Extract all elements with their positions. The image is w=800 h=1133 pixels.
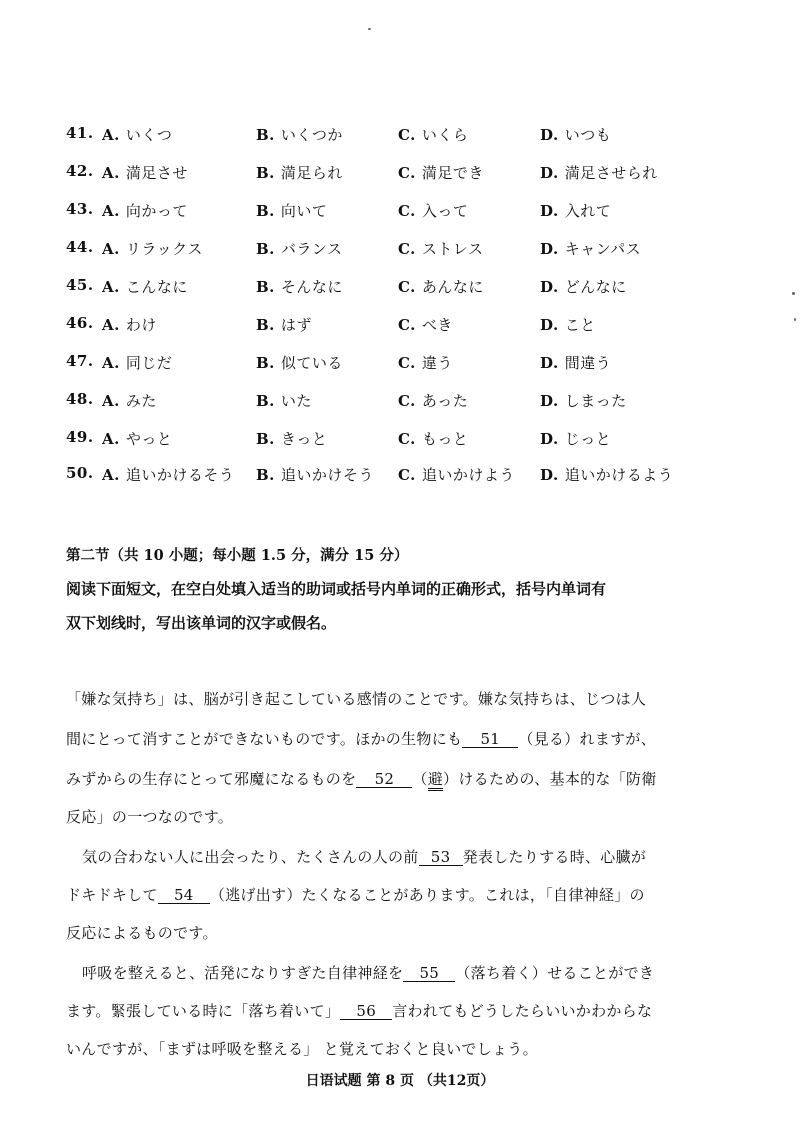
option-letter: C.	[398, 240, 416, 258]
option-d[interactable]	[540, 124, 611, 145]
option-text: 同じだ	[125, 354, 173, 372]
option-text: あった	[421, 392, 469, 410]
option-letter: D.	[540, 430, 559, 448]
blank-51[interactable]: 51	[462, 731, 518, 748]
option-text: リラックス	[125, 240, 203, 258]
option-letter: D.	[540, 164, 559, 182]
option-d[interactable]	[540, 276, 627, 297]
passage-text: （	[412, 770, 428, 788]
passage-text: みずからの生存にとって邪魔になるものを	[66, 770, 357, 788]
option-c[interactable]	[398, 276, 484, 297]
option-d[interactable]	[540, 200, 611, 221]
page-footer: 日语试题 第 8 页 （共12页）	[305, 1073, 495, 1089]
option-a[interactable]	[102, 124, 172, 145]
option-letter: A.	[102, 278, 120, 296]
option-letter: A.	[102, 354, 120, 372]
option-text: 似ている	[280, 354, 343, 372]
option-letter: C.	[398, 278, 416, 296]
option-letter: C.	[398, 316, 416, 334]
option-c[interactable]	[398, 200, 468, 221]
option-text: キャンパス	[564, 240, 642, 258]
option-letter: B.	[256, 354, 275, 372]
option-letter: B.	[256, 316, 275, 334]
option-text: 満足させられ	[564, 164, 658, 182]
option-text: 追いかけるそう	[125, 466, 235, 484]
option-letter: D.	[540, 126, 559, 144]
section-title: 第二节（共 10 小题；每小题 1.5 分，满分 15 分）	[66, 547, 409, 564]
option-letter: B.	[256, 430, 275, 448]
passage-line	[66, 1000, 652, 1021]
option-text: いくら	[421, 126, 469, 144]
option-letter: A.	[102, 202, 120, 220]
option-b[interactable]	[256, 390, 312, 411]
option-b[interactable]	[256, 162, 343, 183]
option-text: 満足でき	[421, 164, 484, 182]
passage-text: 発表したりする時、心臓が	[462, 848, 647, 866]
option-d[interactable]	[540, 390, 627, 411]
option-d[interactable]	[540, 162, 658, 183]
option-text: 違う	[421, 354, 453, 372]
passage-text: ます。緊張している時に「落ち着いて」	[66, 1002, 341, 1020]
option-b[interactable]	[256, 124, 343, 145]
option-text: 満足られ	[280, 164, 343, 182]
option-text: やっと	[125, 430, 173, 448]
option-a[interactable]	[102, 464, 234, 485]
option-text: ストレス	[421, 240, 484, 258]
option-letter: C.	[398, 392, 416, 410]
option-letter: D.	[540, 278, 559, 296]
option-text: いた	[280, 392, 312, 410]
option-text: 向かって	[125, 202, 188, 220]
option-b[interactable]	[256, 314, 312, 335]
option-text: 入って	[421, 202, 469, 220]
passage-line	[82, 962, 654, 983]
option-d[interactable]	[540, 238, 641, 259]
passage-text: 気の合わない人に出会ったり、たくさんの人の前	[82, 848, 419, 866]
option-text: もっと	[421, 430, 469, 448]
option-letter: D.	[540, 354, 559, 372]
passage-line: 反応」の一つなのです。	[66, 808, 234, 826]
option-letter: D.	[540, 202, 559, 220]
scan-speck	[368, 28, 371, 30]
passage-line	[66, 728, 656, 749]
passage-text: （落ち着く）せることができ	[455, 964, 655, 982]
option-text: あんなに	[421, 278, 484, 296]
option-text: きっと	[280, 430, 328, 448]
option-text: わけ	[125, 316, 157, 334]
blank-55[interactable]: 55	[403, 965, 455, 982]
passage-text: ドキドキして	[66, 886, 158, 904]
option-a[interactable]	[102, 352, 172, 373]
option-b[interactable]	[256, 200, 327, 221]
option-c[interactable]	[398, 352, 453, 373]
option-letter: A.	[102, 316, 120, 334]
option-text: いくつか	[280, 126, 343, 144]
question-number: 49.	[66, 428, 94, 446]
passage-line	[82, 846, 646, 867]
question-number: 45.	[66, 276, 94, 294]
option-letter: B.	[256, 240, 275, 258]
option-text: 向いて	[280, 202, 328, 220]
question-number: 44.	[66, 238, 94, 256]
question-number: 48.	[66, 390, 94, 408]
scan-speck	[792, 292, 795, 295]
option-letter: C.	[398, 126, 416, 144]
blank-54[interactable]: 54	[158, 887, 210, 904]
question-number: 46.	[66, 314, 94, 332]
option-letter: A.	[102, 430, 120, 448]
passage-text: （見る）れますが、	[518, 730, 657, 748]
option-c[interactable]	[398, 464, 515, 485]
option-letter: A.	[102, 392, 120, 410]
question-number: 43.	[66, 200, 94, 218]
blank-52[interactable]: 52	[356, 771, 412, 788]
option-letter: D.	[540, 392, 559, 410]
option-letter: B.	[256, 466, 275, 484]
option-a[interactable]	[102, 276, 188, 297]
option-text: 間違う	[564, 354, 612, 372]
option-letter: D.	[540, 316, 559, 334]
option-letter: C.	[398, 202, 416, 220]
option-c[interactable]	[398, 124, 468, 145]
option-text: みた	[125, 392, 157, 410]
option-a[interactable]	[102, 162, 188, 183]
double-underlined-word: 避	[428, 770, 443, 791]
option-letter: A.	[102, 126, 120, 144]
option-a[interactable]	[102, 314, 157, 335]
option-letter: B.	[256, 202, 275, 220]
option-text: 入れて	[564, 202, 612, 220]
option-letter: D.	[540, 466, 559, 484]
option-b[interactable]	[256, 352, 343, 373]
option-letter: C.	[398, 164, 416, 182]
option-letter: B.	[256, 392, 275, 410]
passage-text: 呼吸を整えると、活発になりすぎた自律神経を	[82, 964, 404, 982]
instruction-line: 阅读下面短文，在空白处填入适当的助词或括号内单词的正确形式，括号内单词有	[66, 580, 607, 598]
instruction-line: 双下划线时，写出该单词的汉字或假名。	[66, 614, 337, 632]
option-text: べき	[421, 316, 453, 334]
question-number: 47.	[66, 352, 94, 370]
option-d[interactable]	[540, 428, 611, 449]
option-text: そんなに	[280, 278, 343, 296]
option-text: バランス	[280, 240, 343, 258]
option-a[interactable]	[102, 200, 188, 221]
passage-text: 間にとって消すことができないものです。ほかの生物にも	[66, 730, 463, 748]
option-d[interactable]	[540, 464, 673, 485]
option-a[interactable]	[102, 238, 203, 259]
option-c[interactable]	[398, 428, 468, 449]
option-text: こと	[564, 316, 596, 334]
blank-53[interactable]: 53	[419, 849, 463, 866]
option-letter: D.	[540, 240, 559, 258]
question-number: 50.	[66, 464, 94, 482]
option-letter: C.	[398, 466, 416, 484]
option-text: どんなに	[564, 278, 627, 296]
passage-line: 反応によるものです。	[66, 924, 218, 942]
option-letter: A.	[102, 240, 120, 258]
option-letter: B.	[256, 164, 275, 182]
option-b[interactable]	[256, 464, 374, 485]
question-number: 41.	[66, 124, 94, 142]
option-letter: B.	[256, 126, 275, 144]
option-b[interactable]	[256, 238, 342, 259]
option-letter: C.	[398, 430, 416, 448]
option-b[interactable]	[256, 428, 327, 449]
option-c[interactable]	[398, 238, 483, 259]
option-d[interactable]	[540, 314, 596, 335]
option-a[interactable]	[102, 390, 157, 411]
option-letter: A.	[102, 164, 120, 182]
option-letter: B.	[256, 278, 275, 296]
passage-line: 「嫌な気持ち」は、脳が引き起こしている感情のことです。嫌な気持ちは、じつは人	[66, 690, 647, 708]
blank-56[interactable]: 56	[340, 1003, 392, 1020]
option-text: はず	[280, 316, 312, 334]
option-text: 追いかけるよう	[564, 466, 674, 484]
scan-speck	[794, 318, 796, 321]
option-text: こんなに	[125, 278, 188, 296]
option-c[interactable]	[398, 390, 468, 411]
option-letter: A.	[102, 466, 120, 484]
option-text: じっと	[564, 430, 612, 448]
question-number: 42.	[66, 162, 94, 180]
option-b[interactable]	[256, 276, 343, 297]
passage-text: （逃げ出す）たくなることがあります。これは，「自律神経」の	[209, 886, 645, 904]
passage-line	[66, 884, 645, 905]
option-text: いくつ	[125, 126, 173, 144]
option-a[interactable]	[102, 428, 172, 449]
option-c[interactable]	[398, 314, 453, 335]
passage-line: いんですが、「まずは呼吸を整える」 と覚えておくと良いでしょう。	[66, 1040, 538, 1058]
option-text: しまった	[564, 392, 627, 410]
passage-text: ）けるための、基本的な「防衛	[443, 770, 657, 788]
option-d[interactable]	[540, 352, 611, 373]
option-text: 満足させ	[125, 164, 188, 182]
option-c[interactable]	[398, 162, 484, 183]
option-text: 追いかけそう	[280, 466, 374, 484]
option-text: 追いかけよう	[421, 466, 515, 484]
option-letter: C.	[398, 354, 416, 372]
option-text: いつも	[564, 126, 612, 144]
passage-text: 言われてもどうしたらいいかわからな	[392, 1002, 653, 1020]
passage-line	[66, 768, 657, 789]
